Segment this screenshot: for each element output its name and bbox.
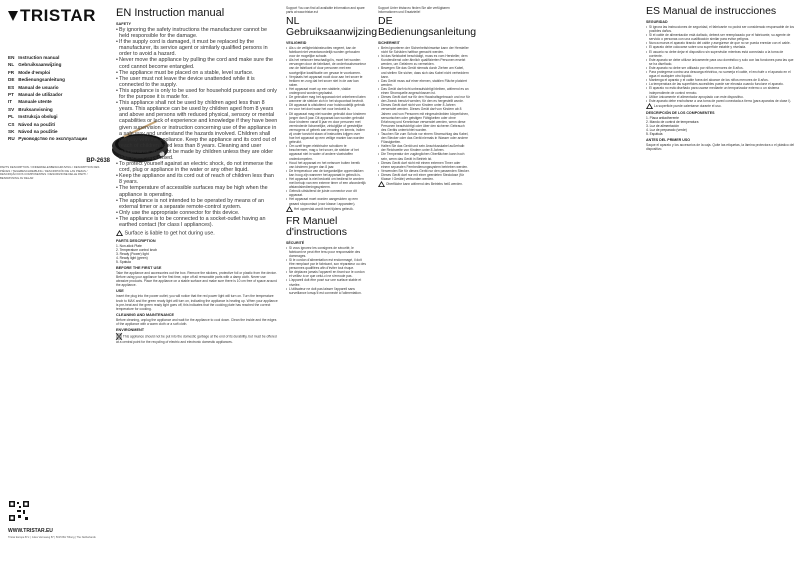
en-before-heading: BEFORE THE FIRST USE xyxy=(116,266,162,271)
nl-safety-item: • Om uzelf tegen elektrische schokken te beschermen, mag u het snoer, de stekker of het apparaat niet in water of andere vloeistoffen onderdompelen. xyxy=(286,144,366,160)
en-safety-item: • The appliance must be placed on a stable, level surface. xyxy=(116,70,278,76)
en-safety-item: • The appliance is not intended to be operated by means of an external timer or a separate remote-control system. xyxy=(116,198,278,210)
de-safety-list xyxy=(378,46,470,181)
language-item xyxy=(8,61,100,68)
de-safety-item: • Beim Ignorieren der Sicherheitshinweise kann der Hersteller nicht für Schäden haftbar gemacht werden. xyxy=(378,46,470,54)
language-code: PT xyxy=(8,92,14,98)
language-code: PL xyxy=(8,114,14,120)
de-safety-item: • Dieses Gerät darf nur für den Haushaltsgebrauch und nur für den Zweck benutzt werden, für den es hergestellt wurde. xyxy=(378,95,470,103)
es-part-item: 5. Espátula xyxy=(646,132,663,137)
en-safety-item: • Keep the appliance and its cord out of reach of children less than 8 years. xyxy=(116,173,278,185)
language-label: Instrukcja obsługi xyxy=(17,114,58,120)
language-item xyxy=(8,113,100,120)
nl-hot-note-text: Het oppervlak wordt heet tijdens gebruik. xyxy=(293,206,354,211)
nl-safety-item: • Het apparaat moet worden aangesloten op een geaard stopcontact (voor klasse I apparaten). xyxy=(286,197,366,205)
de-safety-item: • Bewegen Sie das Gerät niemals durch Ziehen am Kabel, und stellen Sie sicher, dass sich das Kabel nicht verheddern kann. xyxy=(378,66,470,78)
es-part-item: 2. Mando de control de temperatura xyxy=(646,119,699,124)
language-item xyxy=(8,128,100,135)
column-de xyxy=(378,6,477,571)
de-hot-note xyxy=(378,181,470,187)
en-before-text: Take the appliance and accessories out the box. Remove the stickers, protective foil or plastic from the device. Before using your appliance for the first time, wipe off all removable parts with a damp cloth. Never use abrasive products. Place the appliance on a stable surface and make sure there is 10 cm free of space around the appliance. xyxy=(116,271,277,288)
language-label: Руководство по эксплуатации xyxy=(17,136,88,142)
en-hot-note-text: Surface is liable to get hot during use. xyxy=(124,230,215,237)
nl-title: NL Gebruiksaanwijzing xyxy=(286,15,378,38)
fr-safety-item: • Si vous ignorez les consignes de sécurité, le fabricant ne peut être tenu pour responsable des dommages. xyxy=(286,246,366,258)
language-code: SV xyxy=(8,106,15,112)
language-item xyxy=(8,106,100,113)
language-item xyxy=(8,69,100,76)
de-safety-item: • Verwenden Sie für dieses Gerät nur den passenden Stecker. xyxy=(378,169,470,173)
en-clean-heading: CLEANING AND MAINTENANCE xyxy=(116,312,175,317)
es-safety-item: • Este aparato se debe utilizar únicamente para uso doméstico y solo con las funciones para las que se ha diseñado. xyxy=(646,58,796,66)
es-safety-item: • Si ignora las instrucciones de seguridad, el fabricante no podrá ser considerado responsable de los posibles daños. xyxy=(646,25,796,33)
de-safety-item: • Dieses Gerät darf nicht mit einem externen Timer oder einem separaten Fernbedienungssystem betrieben werden. xyxy=(378,161,470,169)
en-safety-heading: SAFETY xyxy=(116,22,131,26)
model-number: BP-2638 xyxy=(86,158,110,164)
language-label: Návod na použití xyxy=(17,121,56,127)
es-safety-item: • Si el cable de alimentación está dañado, deberá ser reemplazado por el fabricante, su agente de servicio o personas con una cualificación similar para evitar peligros. xyxy=(646,33,796,41)
language-item xyxy=(8,98,100,105)
cover-column xyxy=(8,6,100,570)
hot-surface-warning-icon xyxy=(286,206,293,212)
es-hot-note xyxy=(646,103,796,109)
tristar-logo-icon xyxy=(8,11,18,21)
language-label: Bruksanvisning xyxy=(17,106,53,112)
en-safety-item: • The appliance is to be connected to a socket-outlet having an earthed contact (for class I appliances). xyxy=(116,216,278,228)
en-env-heading: ENVIRONMENT xyxy=(116,328,145,333)
nl-safety-item: • Als u de veiligheidsinstructies negeert, kan de fabrikant niet verantwoordelijk worden gehouden voor de mogelijke schade. xyxy=(286,46,366,58)
fr-safety-heading: SÉCURITÉ xyxy=(286,240,305,245)
parts-description-languages: PARTS DESCRIPTION / ONDERDELENBESCHRIJVING / DESCRIPTION DES PIÈCES / TEILEBESCHREIBUNG / DESCRIPCIÓN DE LAS PIEZAS / DESCRIÇÃO DOS COMPONENTES / DESCRIZIONE DELLE PARTI / BESKRIVNING AV DELAR xyxy=(0,165,100,180)
es-before-text: Saque el aparato y los accesorios de la caja. Quite las etiquetas, la lámina protectora o el plástico del dispositivo. xyxy=(646,143,795,152)
brand-name: TRISTAR xyxy=(20,6,96,25)
language-label: Manual de utilizador xyxy=(17,92,63,98)
es-safety-item: • Este aparato no debe ser utilizado por niños menores de 8 años. xyxy=(646,66,796,70)
fr-safety-item: • Si le cordon d'alimentation est endommagé, il doit être remplacé par le fabricant, son réparateur ou des personnes qualifiées afin d'éviter tout risque. xyxy=(286,258,366,270)
en-hot-note xyxy=(116,230,278,237)
es-safety-item: • Para protegerse contra una descarga eléctrica, no sumerja el cable, el enchufe o el aparato en el agua ni cualquier otro líquido. xyxy=(646,70,796,78)
nl-safety-item: • Als het netsnoer beschadigd is, moet het worden vervangen door de fabrikant, de onderhoudsmonteur van de fabrikant of door personen met een soortgelijke kwalificatie om gevaar te voorkomen. xyxy=(286,58,366,74)
qr-code-icon xyxy=(8,500,30,522)
language-item xyxy=(8,76,100,83)
en-parts-heading: PARTS DESCRIPTION xyxy=(116,238,156,243)
language-code: ES xyxy=(8,84,15,90)
nl-safety-item: • Gebruik uitsluitend de juiste connector voor dit apparaat. xyxy=(286,189,366,197)
es-parts-heading: DESCRIPCIÓN DE LOS COMPONENTES xyxy=(646,110,715,115)
nl-safety-item: • Verplaats het apparaat nooit door aan het snoer te trekken en zorg dat het snoer niet in de war kan raken. xyxy=(286,75,366,87)
language-label: Mode d'emploi xyxy=(17,69,51,75)
fr-safety-list xyxy=(286,246,366,295)
nl-support-text: Support You can find all available information and spare parts at www.tristar.eu! xyxy=(286,6,365,14)
hot-surface-warning-icon xyxy=(378,181,385,187)
model-block xyxy=(8,158,108,164)
brand-logo xyxy=(8,6,100,26)
es-safety-item: • Mantenga el aparato y el cable fuera del alcance de los niños menores de 8 años. xyxy=(646,78,796,82)
de-safety-item: • Die Temperatur der zugänglichen Oberflächen kann hoch sein, wenn das Gerät in Betrieb ist. xyxy=(378,152,470,160)
en-safety-item: • Only use the appropriate connector for this device. xyxy=(116,210,278,216)
nl-safety-item: • Dit apparaat mag niet worden gebruikt door kinderen jonger dan 8 jaar. Dit apparaat kan worden gebruikt door kinderen vanaf 8 jaar en door personen met verminderde lichamelijke, zintuiglijke of geestelijke vermogens of gebrek aan ervaring en kennis, indien zij onder toezicht staan of instructies krijgen over hoe het apparaat op een veilige manier kan worden gebruikt. xyxy=(286,112,366,145)
language-label: Gebruiksaanwijzing xyxy=(17,62,62,68)
recycle-bin-icon xyxy=(116,333,122,340)
es-safety-item: • El aparato no está diseñado para usarse mediante un temporizador externo o un sistema independiente de control remoto. xyxy=(646,86,796,94)
column-en xyxy=(116,6,278,571)
de-safety-item: • Dieses Gerät darf nicht von Kindern unter 8 Jahren verwendet werden. Dieses Gerät darf von Kindern ab 8 Jahren und von Personen mit eingeschränkten körperlichen, sensorischen oder geistigen Fähigkeiten oder ohne Erfahrung und Kenntnisse verwendet werden, wenn diese Personen beaufsichtigt oder über den sicheren Gebrauch des Geräts unterrichtet wurden. xyxy=(378,103,470,132)
en-safety-item: • The user must not leave the device unattended while it is connected to the supply. xyxy=(116,76,278,88)
en-part-item: 2. Temperature control knob xyxy=(116,247,157,252)
en-part-item: 5. Spatula xyxy=(116,259,131,264)
en-safety-item: • This appliance shall not be used by children aged less than 8 years. This appliance can be used by children aged from 8 years and above and persons with reduced physical, sensory or mental capabilities or lack of experience and knowledge if they have been given supervision or instruction concerning use of the appliance in a safe way and understand the hazards involved. Children shall not play with the appliance. Keep the appliance and its cord out of reach of children aged less than 8 years. Cleaning and user maintenance shall not be made by children unless they are older than 8 and supervised. xyxy=(116,100,278,161)
nl-safety-heading: VEILIGHEID xyxy=(286,41,307,45)
language-label: Bedienungsanleitung xyxy=(17,77,65,83)
de-title: DE Bedienungsanleitung xyxy=(378,15,477,38)
language-item xyxy=(8,121,100,128)
en-use-text: Insert the plug into the power outlet; you will notice that the red power light will turn on. Turn the temperature knob to MAX and the green ready light will turn on, indicating the appliance is heating up. When your appliance is pre-heat and the green ready light goes off, this indicates that the cooking plate has reached the correct temperature for cooking. xyxy=(116,294,278,311)
en-parts-list xyxy=(116,244,278,264)
de-hot-note-text: Oberfläche kann während des Betriebs heiß werden. xyxy=(385,181,463,186)
language-code: NL xyxy=(8,62,15,68)
nl-safety-list xyxy=(286,46,366,206)
de-safety-item: • Ist das Netzkabel beschädigt, muss es vom Hersteller, dem Kundendienst oder ähnlich qualifizierten Personen ersetzt werden, um Gefahren zu vermeiden. xyxy=(378,54,470,66)
es-safety-item: • Nunca mueva el aparato tirando del cable y asegúrese de que no se pueda enredar con el cable. xyxy=(646,41,796,45)
en-safety-list xyxy=(116,27,278,228)
es-parts-list xyxy=(646,116,796,136)
es-hot-note-text: La superficie puede calentarse durante el uso. xyxy=(653,103,722,108)
es-part-item: 4. Luz de preparado (verde) xyxy=(646,128,687,133)
nl-hot-note xyxy=(286,206,366,212)
en-safety-item: • The temperature of accessible surfaces may be high when the appliance is operating. xyxy=(116,185,278,197)
fr-safety-item: • L'appareil doit être posé sur une surface stable et nivelée. xyxy=(286,278,366,286)
hot-surface-warning-icon xyxy=(646,103,653,109)
en-part-item: 4. Ready light (green) xyxy=(116,255,148,260)
en-env-text xyxy=(116,333,278,344)
column-es xyxy=(646,6,796,571)
es-safety-item: • El aparato debe colocarse sobre una superficie estable y nivelada. xyxy=(646,45,796,49)
language-label: Návod na použitie xyxy=(17,129,58,135)
language-code: RU xyxy=(8,136,15,142)
en-env-body: This appliance should not be put into the domestic garbage at the end of its durability, but must be offered at a central point for the recycling of electric and electronic domestic appliances. xyxy=(116,334,277,345)
en-safety-item: • If the supply cord is damaged, it must be replaced by the manufacturer, its service agent or similarly qualified persons in order to avoid a hazard. xyxy=(116,39,278,57)
hot-surface-warning-icon xyxy=(116,230,123,236)
language-code: SK xyxy=(8,129,15,135)
es-part-item: 1. Placa antiadherente xyxy=(646,115,679,120)
es-part-item: 3. Luz de alimentación xyxy=(646,123,679,128)
company-address: Tristar Europe B.V. | Jules Verneweg 87 | 5015 BH Tilburg | The Netherlands xyxy=(8,536,96,539)
es-before-heading: ANTES DEL PRIMER USO xyxy=(646,138,691,143)
nl-safety-item: • De gebruiker mag het apparaat niet onbeheerd laten wanneer de stekker zich in het stopcontact bevindt. xyxy=(286,95,366,103)
en-safety-item: • By ignoring the safety instructions the manufacturer cannot be held responsible for the damage. xyxy=(116,27,278,39)
es-safety-list xyxy=(646,25,796,103)
language-item xyxy=(8,91,100,98)
language-code: CS xyxy=(8,121,15,127)
language-code: DE xyxy=(8,77,15,83)
language-item xyxy=(8,84,100,91)
de-safety-item: • Dieses Gerät darf nur mit einer geerdeten Steckdose (für Klasse I Geräte) verbunden werden. xyxy=(378,173,470,181)
es-safety-item: • El usuario no debe dejar el dispositivo sin supervisión mientras está conectado a la toma de corriente. xyxy=(646,50,796,58)
de-safety-item: • Das Gerät darf nicht unbeaufsichtigt bleiben, während es an einen Stromquelle angeschlossen ist. xyxy=(378,87,470,95)
language-label: Instruction manual xyxy=(17,55,60,60)
column-nl xyxy=(286,6,378,571)
de-safety-item: • Halten Sie das Gerät und sein Anschlusskabel außerhalb der Reichweite von Kindern unter 8 Jahren. xyxy=(378,144,470,152)
language-code: EN xyxy=(8,55,15,60)
en-safety-item: • To protect yourself against an electric shock, do not immerse the cord, plug or appliance in the water or any other liquid. xyxy=(116,161,278,173)
language-item xyxy=(8,54,100,61)
language-label: Manuale utente xyxy=(17,99,52,105)
es-safety-item: • La temperatura de las superficies accesibles puede ser elevada cuando funcione el aparato. xyxy=(646,82,796,86)
language-code: FR xyxy=(8,69,15,75)
es-safety-heading: SEGURIDAD xyxy=(646,20,668,24)
language-list xyxy=(8,54,100,143)
de-safety-item: • Tauchen Sie zum Schutz vor einem Stromschlag das Kabel, den Stecker oder das Gerät niemals in Wasser oder andere Flüssigkeiten. xyxy=(378,132,470,144)
language-item xyxy=(8,135,100,142)
fr-safety-item: • Ne déplacez jamais l'appareil en tirant sur le cordon et veillez à ce que celui-ci ne s'enroule pas. xyxy=(286,270,366,278)
es-title: ES Manual de instrucciones xyxy=(646,5,777,17)
en-part-item: 1. Non-stick Plate xyxy=(116,243,142,248)
language-label: Manual de usuario xyxy=(17,84,59,90)
nl-safety-item: • Het apparaat moet op een stabiele, vlakke ondergrond worden geplaatst. xyxy=(286,87,366,95)
nl-safety-item: • De temperatuur van de toegankelijke oppervlakken kan hoog zijn wanneer het apparaat in gebruik is. xyxy=(286,169,366,177)
en-part-item: 3. Ready (Power) light xyxy=(116,251,149,256)
fr-title: FR Manuel d'instructions xyxy=(286,214,347,238)
en-title: EN Instruction manual xyxy=(116,7,225,19)
es-safety-item: • Utilice únicamente el alimentador apropiado con este dispositivo. xyxy=(646,95,796,99)
de-safety-item: • Das Gerät muss auf einer ebenen, stabilen Fläche platziert werden. xyxy=(378,79,470,87)
en-clean-text: Before cleaning, unplug the appliance and wait for the appliance to cool down. Clean the inside and the edges of the appliance with a warm cloth or a soft cloth. xyxy=(116,317,277,326)
de-safety-heading: SICHERHEIT xyxy=(378,41,400,45)
en-use-heading: USE xyxy=(116,289,124,294)
nl-safety-item: • Dit apparaat is uitsluitend voor huishoudelijk gebruik en voor het doel waar het voor bedoeld is. xyxy=(286,103,366,111)
es-safety-item: • Este aparato debe enchufarse a una toma de pared conectada a tierra (para aparatos de clase I). xyxy=(646,99,796,103)
language-code: IT xyxy=(8,99,13,105)
nl-safety-item: • Het apparaat is niet bedoeld om bediend te worden met behulp van een externe timer of een afzonderlijk afstandsbedieningssysteem. xyxy=(286,177,366,189)
nl-safety-item: • Houd het apparaat en het netsnoer buiten bereik van kinderen jonger dan 8 jaar. xyxy=(286,161,366,169)
en-safety-item: • This appliance is only to be used for household purposes and only for the purpose it is made for. xyxy=(116,88,278,100)
en-safety-item: • Never move the appliance by pulling the cord and make sure the cord cannot become entangled. xyxy=(116,57,278,69)
website-link[interactable]: WWW.TRISTAR.EU xyxy=(8,528,53,534)
fr-safety-item: • L'utilisateur ne doit pas laisser l'appareil sans surveillance lorsqu'il est connecté à l'alimentation. xyxy=(286,287,366,295)
de-support-text: Support Unter tristar.eu finden Sie alle verfügbaren Informationen und Ersatzteile! xyxy=(378,6,450,14)
